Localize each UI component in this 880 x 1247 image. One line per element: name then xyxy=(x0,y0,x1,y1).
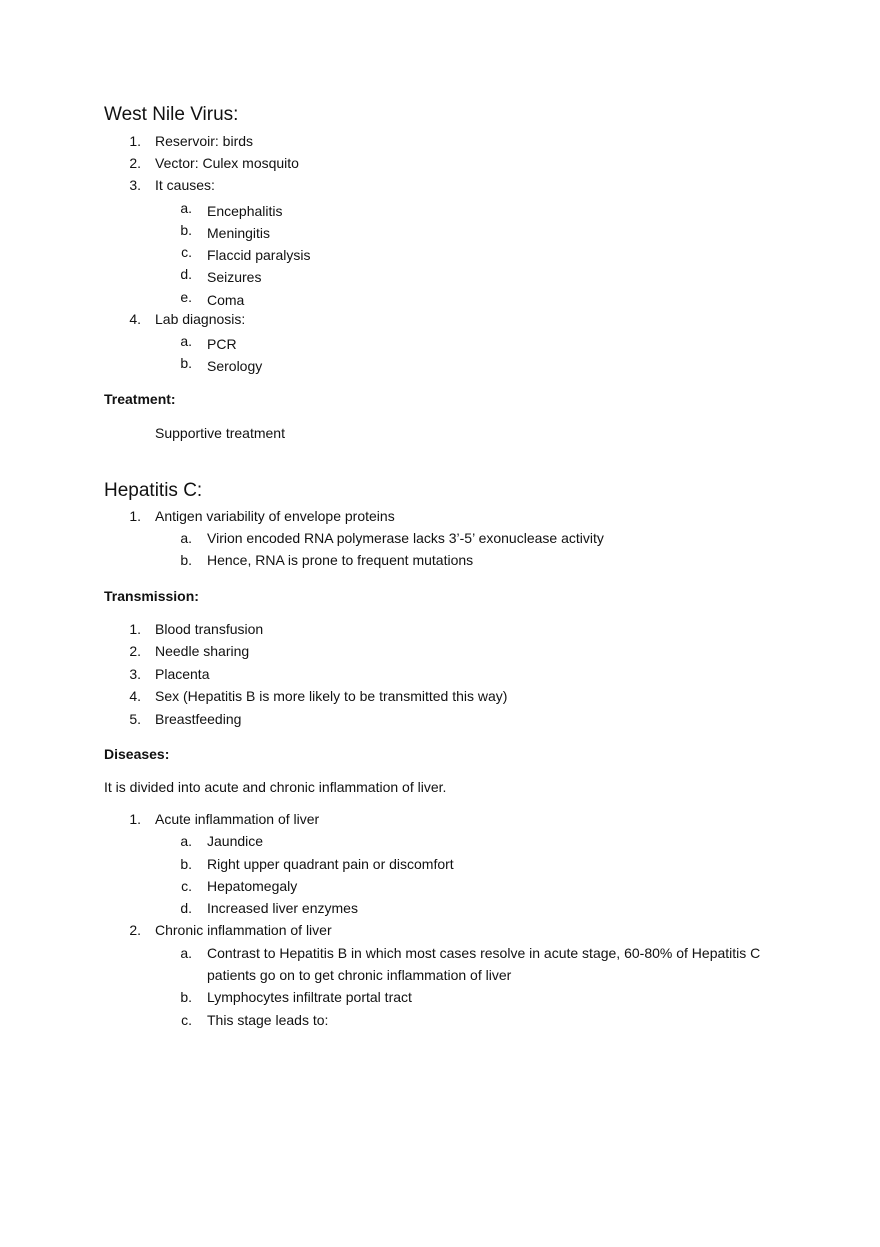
diseases-heading: Diseases: xyxy=(104,746,170,762)
document-page: West Nile Virus: 1. Reservoir: birds 2. Vector: Culex mosquito 3. It causes: a. Encephalitis b. Meningitis c. Flaccid paralysis d. Seizures e. Coma 4. Lab diagnosis: a. PCR b. Serology Treatment: Supportive treatment Hepatitis C: 1. Antigen variability of envelope proteins a. Virion encoded RNA polymerase lacks 3’-5’ exonuclease activity b. Hence, RNA is prone to frequent mutations Transmission: 1. Blood transfusion 2. Needle sharing 3. Placenta 4. Sex (Hepatitis B is more likely to be transmitted this way) 5. Breastfeeding Diseases: It is divided into acute and chronic inflammation of liver. 1. Acute inflammation of liver a. Jaundice b. Right upper quadrant pain or discomfort c. Hepatomegaly d. Increased liver enzymes 2. Chronic inflammation of liver a. Contrast to Hepatitis B in which most cases resolve in acute stage, 60-80% of Hepatitis C patients go on to get chronic inflammation of liver b. Lymphocytes infiltrate portal tract c. This stage leads to: xyxy=(104,104,761,1028)
treatment-heading: Treatment: xyxy=(104,391,176,407)
treatment-text: Supportive treatment xyxy=(155,425,285,441)
section-title-hepatitis-c: Hepatitis C: xyxy=(104,480,203,501)
section-title-west-nile: West Nile Virus: xyxy=(104,104,239,125)
transmission-heading: Transmission: xyxy=(104,588,199,604)
diseases-intro: It is divided into acute and chronic inflammation of liver. xyxy=(104,779,447,795)
